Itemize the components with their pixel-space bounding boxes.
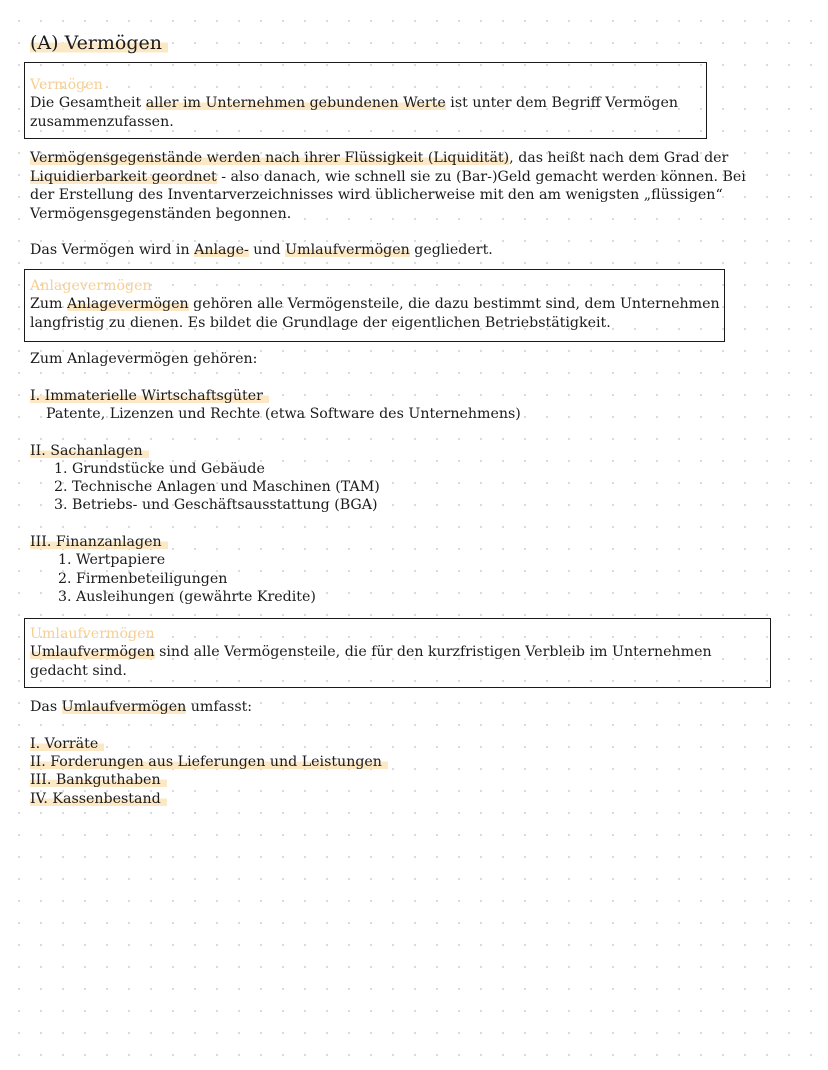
definition-text-anlagevermoegen: Zum Anlagevermögen gehören alle Vermögensteile, die dazu bestimmt sind, dem Unternehmen langfristig zu dienen. Es bildet die Grundlage der eigentlichen Betriebstätigkeit. — [30, 296, 720, 331]
section-heading-sachanlagen: II. Sachanlagen — [30, 442, 149, 461]
definition-text-vermoegen: Die Gesamtheit aller im Unternehmen gebundenen Werte ist unter dem Begriff Vermögen zusammenzufassen. — [30, 95, 678, 130]
definition-label-vermoegen: Vermögen — [30, 77, 103, 93]
list-item: 3. Ausleihungen (gewährte Kredite) — [58, 589, 316, 605]
definition-label-anlagevermoegen: Anlagevermögen — [30, 278, 152, 294]
list-item: 3. Betriebs- und Geschäftsausstattung (BGA) — [54, 497, 378, 513]
list-item: 1. Wertpapiere — [58, 552, 166, 568]
paragraph-liquiditaet: Vermögensgegenstände werden nach ihrer Flüssigkeit (Liquidität), das heißt nach dem Grad der Liquidierbarkeit geordnet - also danach, wie schnell sie zu (Bar-)Geld gemacht werden können. Bei der Erstellung des Inventarverzeichnisses wird üblicherweise mit den am wenigsten „flüssigen“ Vermögensgegenständen begonnen. — [30, 150, 746, 222]
umlauf-intro: Das Umlaufvermögen umfasst: — [30, 699, 253, 715]
umlauf-item: IV. Kassenbestand — [30, 790, 167, 809]
anlage-intro: Zum Anlagevermögen gehören: — [30, 351, 258, 367]
list-item: 2. Firmenbeteiligungen — [58, 571, 228, 587]
paragraph-gliederung: Das Vermögen wird in Anlage- und Umlaufvermögen gegliedert. — [30, 242, 493, 258]
page-title: (A) Vermögen — [30, 31, 168, 55]
definition-label-umlaufvermoegen: Umlaufvermögen — [30, 626, 155, 642]
list-item: 1. Grundstücke und Gebäude — [54, 461, 265, 477]
list-item: 2. Technische Anlagen und Maschinen (TAM) — [54, 479, 380, 495]
umlauf-item: I. Vorräte — [30, 735, 104, 754]
umlauf-item: II. Forderungen aus Lieferungen und Leistungen — [30, 753, 388, 772]
section-heading-immaterielle: I. Immaterielle Wirtschaftsgüter — [30, 387, 269, 406]
section-heading-finanzanlagen: III. Finanzanlagen — [30, 533, 168, 552]
umlauf-item: III. Bankguthaben — [30, 771, 167, 790]
definition-text-umlaufvermoegen: Umlaufvermögen sind alle Vermögensteile, die für den kurzfristigen Verbleib im Unternehmen gedacht sind. — [30, 644, 712, 679]
section-line-immaterielle: Patente, Lizenzen und Rechte (etwa Software des Unternehmens) — [46, 406, 521, 422]
